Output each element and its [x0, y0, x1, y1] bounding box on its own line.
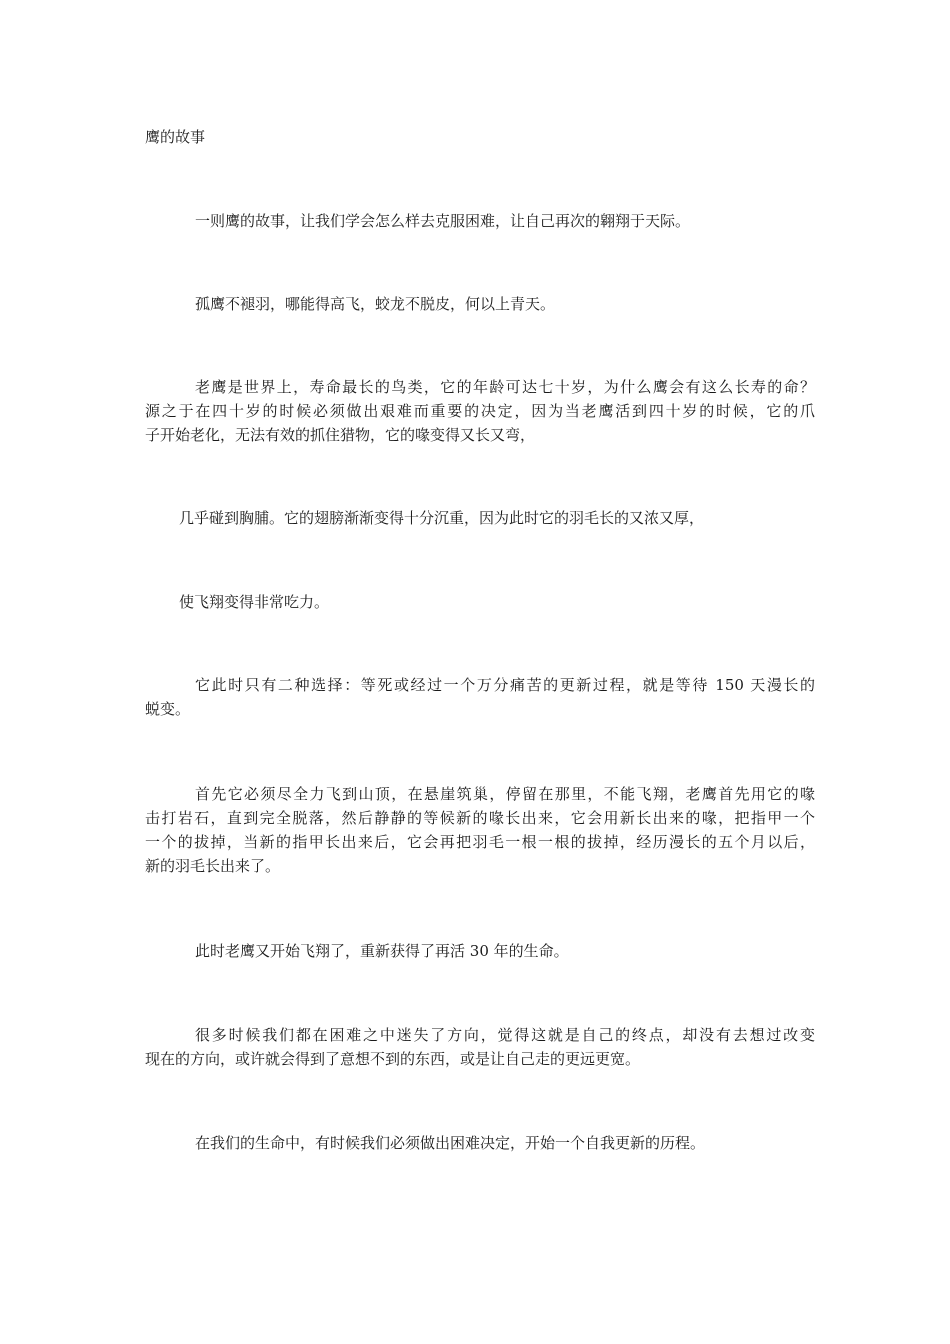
paragraph-eagle-line-1: 老鹰是世界上，寿命最长的鸟类，它的年龄可达七十岁，为什么鹰会有这么长寿的命？	[195, 378, 815, 396]
paragraph-proverb: 孤鹰不褪羽，哪能得高飞，蛟龙不脱皮，何以上青天。	[195, 295, 556, 313]
paragraph-lost-line-2: 现在的方向，或许就会得到了意想不到的东西，或是让自己走的更远更宽。	[145, 1050, 641, 1068]
paragraph-thirty-years: 此时老鹰又开始飞翔了，重新获得了再活 30 年的生命。	[195, 942, 569, 960]
paragraph-eagle-line-3: 子开始老化，无法有效的抓住猎物，它的喙变得又长又弯，	[145, 426, 536, 444]
paragraph-flight: 使飞翔变得非常吃力。	[179, 593, 330, 611]
paragraph-chest: 几乎碰到胸脯。它的翅膀渐渐变得十分沉重，因为此时它的羽毛长的又浓又厚，	[179, 509, 705, 527]
paragraph-renewal-line-2: 击打岩石，直到完全脱落，然后静静的等候新的喙长出来，它会用新长出来的喙，把指甲一个	[145, 809, 815, 827]
paragraph-lost-line-1: 很多时候我们都在困难之中迷失了方向，觉得这就是自己的终点，却没有去想过改变	[195, 1026, 815, 1044]
paragraph-choice-line-2: 蜕变。	[145, 700, 191, 718]
paragraph-eagle-line-2: 源之于在四十岁的时候必须做出艰难而重要的决定，因为当老鹰活到四十岁的时候，它的爪	[145, 402, 815, 420]
paragraph-choice-line-1: 它此时只有二种选择：等死或经过一个万分痛苦的更新过程，就是等待 150 天漫长的	[195, 676, 815, 694]
paragraph-renewal-line-4: 新的羽毛长出来了。	[145, 857, 281, 875]
paragraph-conclusion: 在我们的生命中，有时候我们必须做出困难决定，开始一个自我更新的历程。	[195, 1134, 706, 1152]
paragraph-intro: 一则鹰的故事，让我们学会怎么样去克服困难，让自己再次的翱翔于天际。	[195, 212, 691, 230]
paragraph-renewal-line-3: 一个的拔掉，当新的指甲长出来后，它会再把羽毛一根一根的拔掉，经历漫长的五个月以后，	[145, 833, 815, 851]
paragraph-renewal-line-1: 首先它必须尽全力飞到山顶，在悬崖筑巢，停留在那里，不能飞翔，老鹰首先用它的喙	[195, 785, 815, 803]
document-title: 鹰的故事	[145, 128, 206, 146]
